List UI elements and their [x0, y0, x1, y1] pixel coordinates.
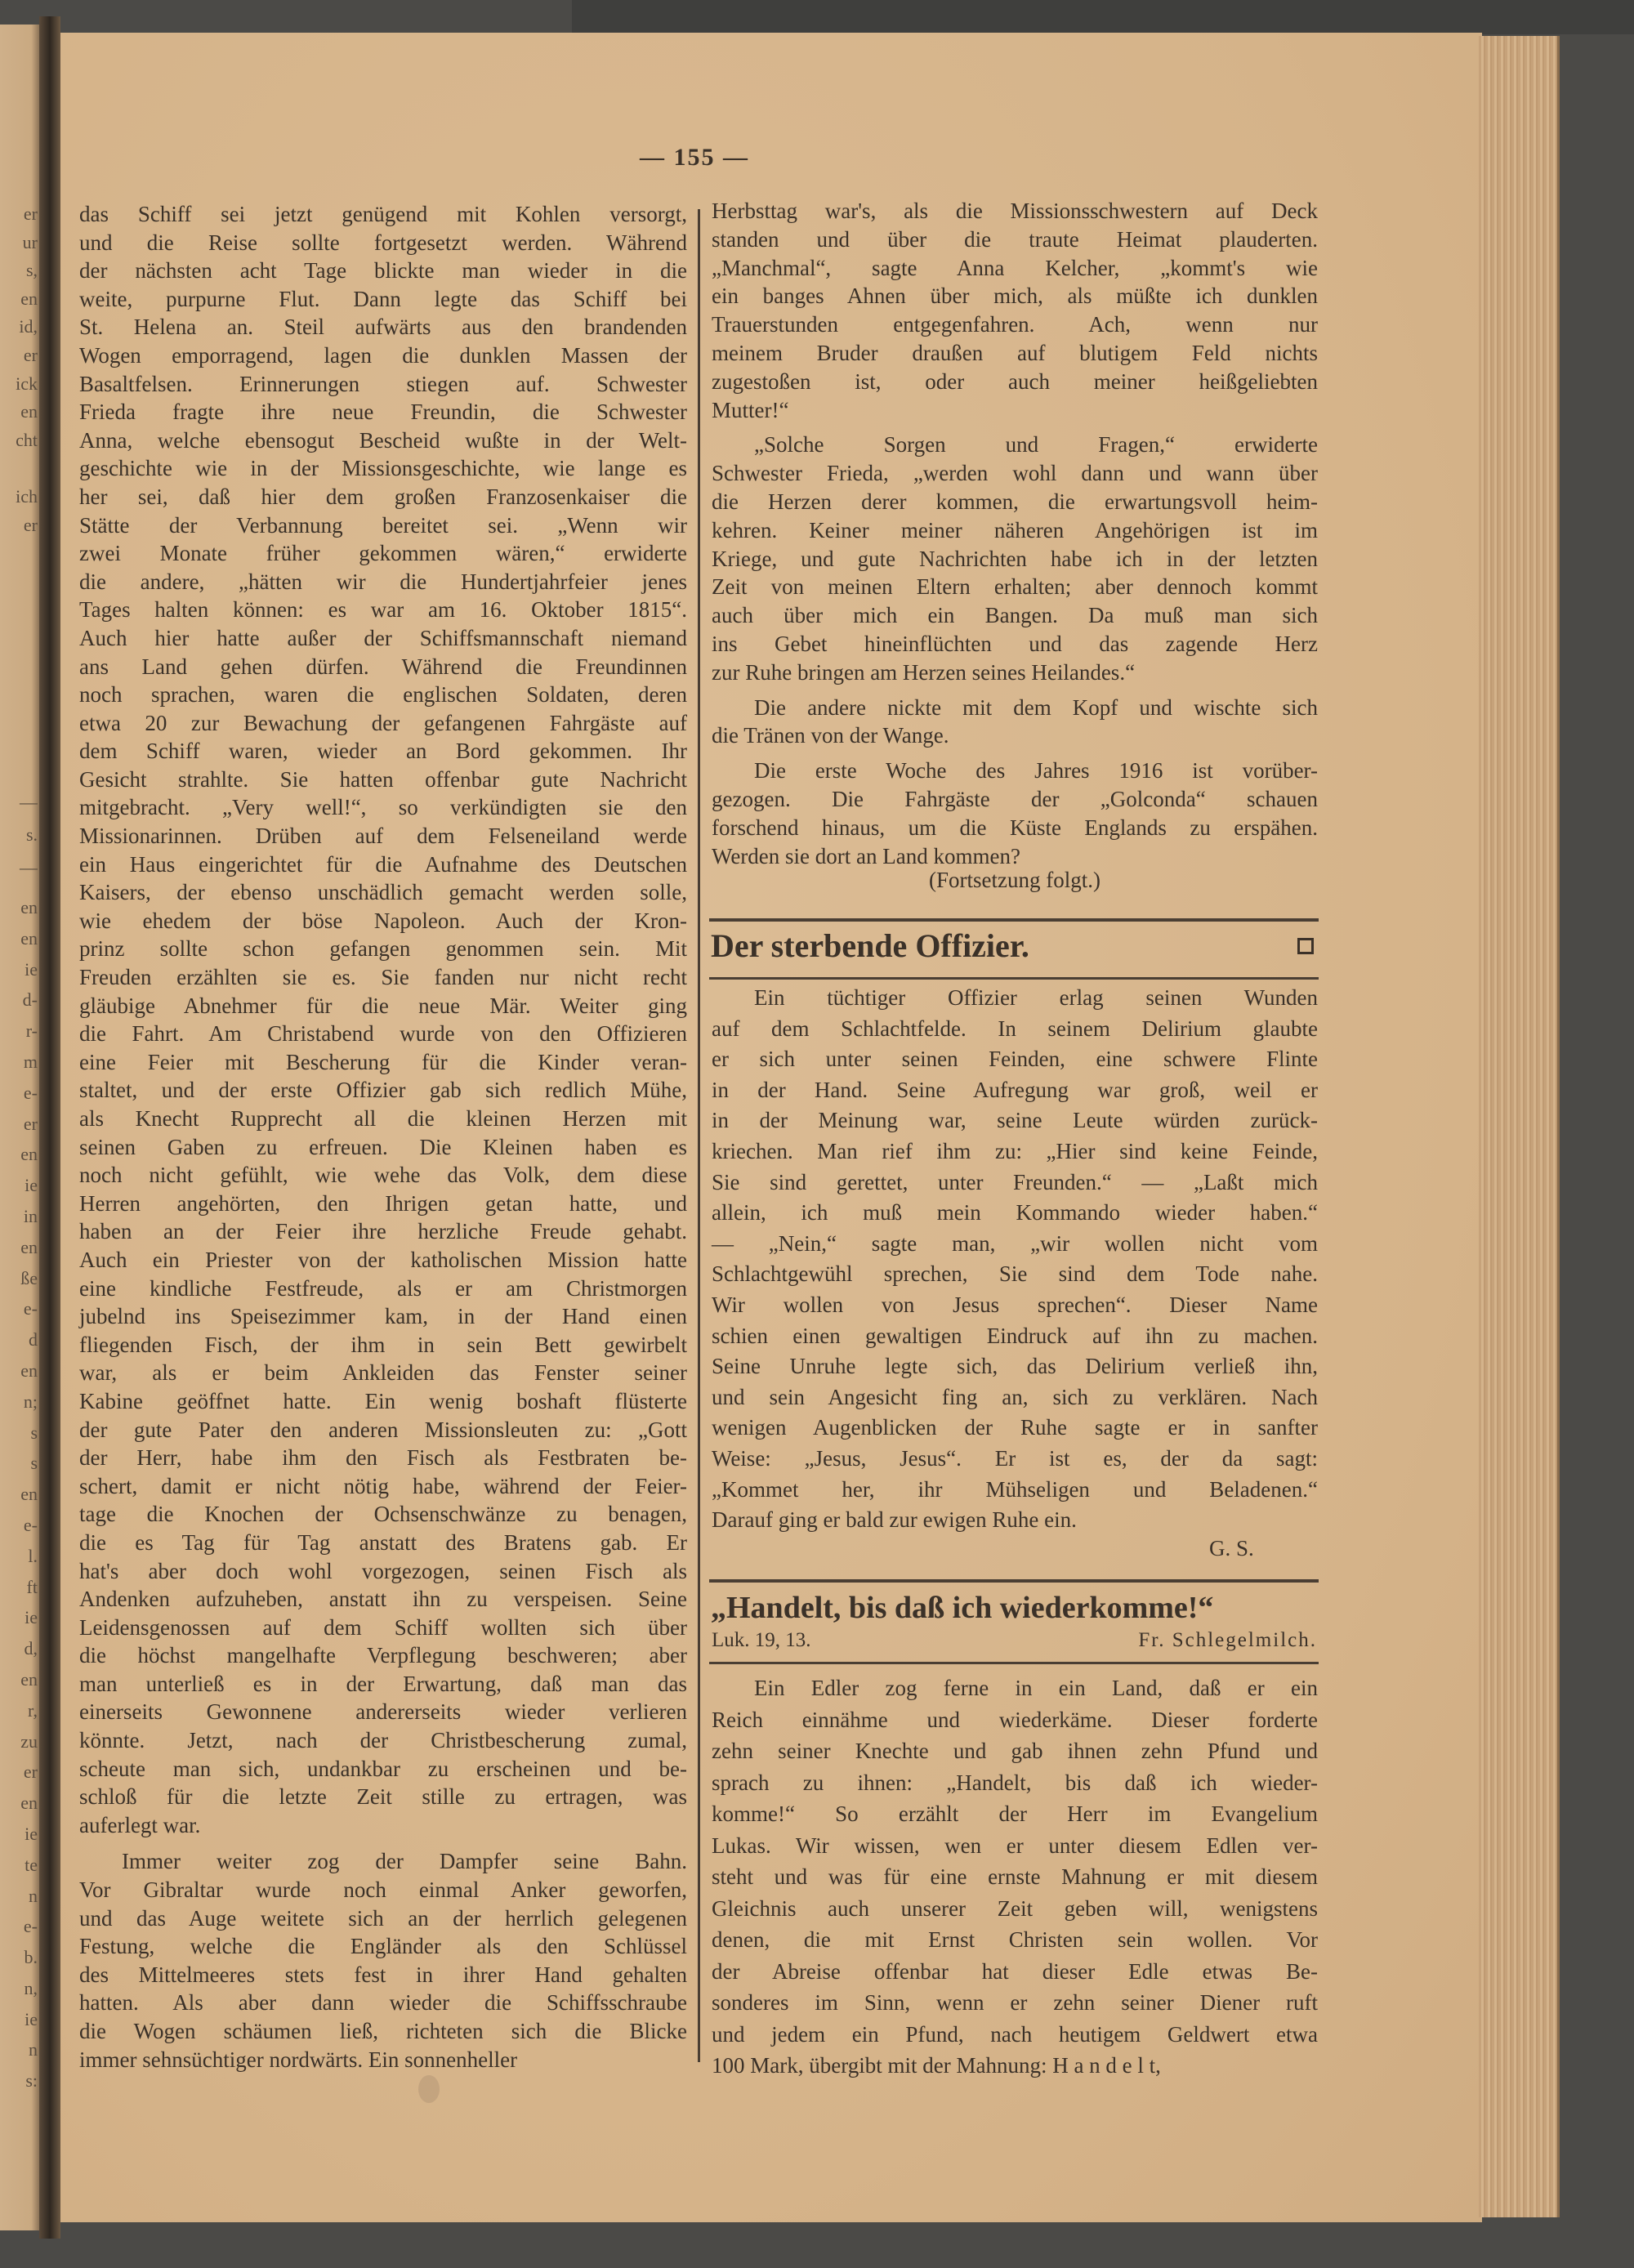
text-line: Darauf ging er bald zur ewigen Ruhe ein. — [712, 1507, 1077, 1533]
text-line: wie ehedem der böse Napoleon. Auch der Kron- — [79, 908, 687, 933]
text-line: sprach zu ihnen: „Handelt, bis daß ich wieder- — [712, 1770, 1318, 1795]
margin-fragment: ick — [16, 373, 38, 394]
text-line: Trauerstunden entgegenfahren. Ach, wenn nur — [712, 312, 1318, 337]
text-line: auf dem Schlachtfelde. In seinem Delirium glaubte — [712, 1016, 1318, 1041]
article-title — [711, 926, 1319, 965]
margin-fragment: en — [20, 401, 38, 422]
margin-fragment: ie — [25, 1175, 38, 1196]
book-gutter — [39, 16, 60, 2239]
margin-fragment: zu — [20, 1730, 38, 1752]
text-line: eine Feier mit Bescherung für die Kinder veran- — [79, 1049, 687, 1074]
text-line: die es Tag für Tag anstatt des Bratens gab. Er — [79, 1529, 687, 1555]
margin-fragment: r, — [28, 1699, 38, 1721]
text-line: hat's aber doch wohl vorgezogen, seinen Fisch als — [79, 1558, 687, 1583]
text-line: als Knecht Rupprecht all die kleinen Herzen mit — [79, 1106, 687, 1131]
margin-fragment: n; — [23, 1391, 38, 1412]
text-line: schert, damit er nicht nötig habe, während der Feier- — [79, 1473, 687, 1498]
text-line: Andenken aufzuheben, anstatt ihn zu verspeisen. Seine — [79, 1587, 687, 1612]
margin-fragment: r- — [25, 1020, 38, 1042]
margin-fragment: ich — [16, 485, 38, 507]
text-line: hatten. Als aber dann wieder die Schiffsschraube — [79, 1990, 687, 2016]
margin-fragment: d- — [22, 989, 38, 1011]
margin-fragment: s: — [25, 2070, 38, 2092]
margin-fragment: s, — [25, 260, 38, 281]
text-line: dem Schiff waren, wieder an Bord gekommen. Ihr — [79, 739, 687, 764]
text-line: und jedem ein Pfund, nach heutigem Geldwert etwa — [712, 2021, 1318, 2047]
margin-fragment: m — [23, 1051, 38, 1072]
margin-fragment: e- — [23, 1298, 38, 1319]
story-paragraph — [712, 694, 1318, 751]
text-line: zur Ruhe bringen am Herzen seines Heilandes.“ — [712, 659, 1136, 685]
text-line: haben an der Feier ihre herzliche Freude gehabt. — [79, 1219, 687, 1244]
text-line: noch nicht gefühlt, wie wehe das Volk, dem diese — [79, 1163, 687, 1188]
text-line: prinz sollte schon gefangen genommen sein. Mit — [79, 936, 687, 962]
text-line: Kriege, und gute Nachrichten habe ich in der letzten — [712, 546, 1318, 571]
text-line: kehren. Keiner meiner näheren Angehörigen ist im — [712, 517, 1318, 542]
text-line: zwei Monate früher gekommen wären,“ erwiderte — [79, 541, 687, 566]
text-line: die Tränen von der Wange. — [712, 723, 949, 748]
text-line: Stätte der Verbannung bereitet sei. „Wenn wir — [79, 512, 687, 538]
text-line: Wir wollen von Jesus sprechen“. Dieser Name — [712, 1292, 1318, 1317]
text-line: Zeit von meinen Eltern erhalten; aber dennoch kommt — [712, 574, 1318, 600]
margin-fragment: l. — [28, 1545, 38, 1566]
section-rule — [709, 1579, 1319, 1583]
text-line: ein Haus eingerichtet für die Aufnahme des Deutschen — [79, 851, 687, 877]
text-line: Gesicht strahlte. Sie hatten offenbar gute Nachricht — [79, 766, 687, 792]
text-line: fliegenden Fisch, der ihm in sein Bett gewirbelt — [79, 1332, 687, 1357]
text-line: Ein tüchtiger Offizier erlag seinen Wunden — [754, 985, 1318, 1010]
text-line: St. Helena an. Steil aufwärts aus den brandenden — [79, 315, 687, 340]
text-line: Weise: „Jesus, Jesus“. Er ist es, der da sagt: — [712, 1445, 1318, 1471]
margin-fragment: en — [20, 897, 38, 917]
text-line: wenigen Augenblicken der Ruhe sagte er in sanfter — [712, 1415, 1318, 1440]
text-line: auferlegt war. — [79, 1812, 201, 1837]
text-line: Kaisers, der ebenso unschädlich gemacht werden solle, — [79, 880, 687, 905]
text-line: zugestoßen ist, oder auch meiner heißgeliebten — [712, 368, 1318, 394]
text-line: einerseits Gewonnene andererseits wieder verlieren — [79, 1699, 687, 1725]
text-line: zehn seiner Knechte und gab ihnen zehn Pfund und — [712, 1739, 1318, 1763]
page-edges — [1479, 36, 1560, 2217]
previous-page-fragments-bottom — [3, 892, 38, 2096]
text-line: die Fahrt. Am Christabend wurde von den Offizieren — [79, 1021, 687, 1047]
margin-fragment: en — [20, 1144, 38, 1165]
margin-fragment — [3, 454, 38, 483]
previous-page-fragments-middle — [3, 786, 38, 884]
text-line: komme!“ So erzählt der Herr im Evangelium — [712, 1801, 1318, 1826]
text-line: allein, ich muß mein Kommando wieder haben.“ — [712, 1200, 1318, 1226]
text-line: „Manchmal“, sagte Anna Kelcher, „kommt's wie — [712, 255, 1318, 280]
text-line: weite, purpurne Flut. Dann legte das Schiff bei — [79, 286, 687, 311]
text-line: Wogen emporragend, lagen die dunklen Massen der — [79, 342, 687, 368]
story-paragraph — [712, 197, 1318, 424]
article-officer-body — [712, 983, 1318, 1536]
text-line: Auch hier hatte außer der Schiffsmannschaft niemand — [79, 625, 687, 650]
margin-fragment: d — [29, 1329, 38, 1351]
text-line: jubelnd ins Speisezimmer kam, in der Hand einen — [79, 1304, 687, 1329]
text-line: der Herr, habe ihm den Fisch als Festbraten be- — [79, 1445, 687, 1471]
section-rule — [709, 918, 1319, 922]
margin-fragment: in — [23, 1205, 38, 1226]
story-paragraph — [79, 200, 687, 1839]
margin-fragment: ie — [25, 2008, 38, 2029]
text-line: ins Gebet hineinflüchten und das zagende Herz — [712, 631, 1318, 656]
text-line: denen, die mit Ernst Christen sein wollen. Vor — [712, 1927, 1318, 1952]
text-line: Anna, welche ebensogut Bescheid wußte in der Welt- — [79, 427, 687, 453]
continuation-note: (Fortsetzung folgt.) — [929, 868, 1100, 892]
margin-fragment: b. — [24, 1947, 38, 1968]
text-line: in der Meinung war, seine Leute würden zurück- — [712, 1108, 1318, 1133]
margin-fragment: en — [20, 1668, 38, 1690]
margin-fragment: n — [29, 1885, 38, 1906]
text-line: her sei, daß hier dem großen Franzosenkaiser die — [79, 484, 687, 509]
margin-fragment: er — [23, 344, 38, 365]
margin-fragment: e- — [23, 1082, 38, 1103]
margin-fragment: en — [20, 1236, 38, 1257]
margin-fragment: en — [20, 288, 38, 309]
story-paragraph — [712, 431, 1318, 686]
margin-fragment: en — [20, 1793, 38, 1814]
bible-reference: Luk. 19, 13. — [712, 1629, 811, 1651]
text-line: schloß für die letzte Zeit stille zu ertragen, was — [79, 1784, 687, 1810]
text-line: Leidensgenossen auf dem Schiff wollten sich über — [79, 1614, 687, 1640]
text-line: Vor Gibraltar wurde noch einmal Anker geworfen, — [79, 1877, 687, 1903]
text-line: steht und was für eine ernste Mahnung er mit diesem — [712, 1864, 1318, 1889]
margin-fragment: en — [20, 1484, 38, 1505]
text-line: „Solche Sorgen und Fragen,“ erwiderte — [754, 432, 1318, 458]
text-line: die Herzen derer kommen, die erwartungsvoll heim- — [712, 489, 1318, 514]
text-line: der nächsten acht Tage blickte man wieder in die — [79, 258, 687, 284]
margin-fragment: ie — [25, 958, 38, 980]
text-line: mitgebracht. „Very well!“, so verkündigten sie den — [79, 795, 687, 820]
text-line: geschichte wie in der Missionsgeschichte, wie lange es — [79, 456, 687, 481]
article-signature: G. S. — [1209, 1536, 1254, 1560]
text-line: Die erste Woche des Jahres 1916 ist vorüber- — [754, 758, 1318, 784]
text-line: Basaltfelsen. Erinnerungen stiegen auf. Schwester — [79, 371, 687, 396]
margin-fragment: — — [20, 857, 38, 877]
previous-page-fragments-top — [3, 200, 38, 539]
text-line: — „Nein,“ sagte man, „wir wollen nicht vom — [712, 1230, 1318, 1256]
margin-fragment: te — [25, 1854, 38, 1875]
square-ornament-icon — [1297, 938, 1314, 954]
text-line: die andere, „hätten wir die Hundertjahrfeier jenes — [79, 569, 687, 594]
text-line: Die andere nickte mit dem Kopf und wischte sich — [754, 694, 1318, 720]
text-line: der Abreise offenbar hat dieser Edle etwas Be- — [712, 1958, 1318, 1984]
text-line: Auch ein Priester von der katholischen Mission hatte — [79, 1247, 687, 1272]
text-line: Ein Edler zog ferne in ein Land, daß er ein — [754, 1676, 1318, 1700]
text-line: gläubige Abnehmer für die neue Mär. Weiter ging — [79, 993, 687, 1018]
article-title-text: Der sterbende Offizier. — [711, 927, 1029, 964]
story-paragraph — [712, 757, 1318, 870]
margin-fragment: ur — [22, 231, 38, 252]
margin-fragment: s — [30, 1453, 38, 1474]
margin-fragment: n — [29, 2039, 38, 2060]
text-line: Tages halten können: es war am 16. Oktober 1815“. — [79, 597, 687, 623]
text-line: Festung, welche die Engländer als den Schlüssel — [79, 1934, 687, 1959]
story-paragraph — [79, 1847, 687, 2074]
article-handelt-body — [712, 1672, 1318, 2082]
text-line: die höchst mangelhafte Verpflegung beschweren; aber — [79, 1643, 687, 1668]
text-line: immer sehnsüchtiger nordwärts. Ein sonnenheller — [79, 2047, 518, 2072]
margin-fragment: er — [23, 1113, 38, 1134]
text-line: ans Land gehen dürfen. Während die Freundinnen — [79, 654, 687, 679]
page-number: — 155 — — [640, 144, 749, 171]
text-line: noch sprachen, waren die englischen Soldaten, deren — [79, 682, 687, 708]
article-paragraph — [712, 983, 1318, 1536]
text-line: scheute man sich, undankbar zu erscheinen und be- — [79, 1756, 687, 1781]
margin-fragment: id, — [19, 316, 38, 337]
left-column — [79, 200, 687, 2074]
text-line: war, als er beim Ankleiden das Fenster seiner — [79, 1360, 687, 1386]
text-line: Schlachtgewühl sprechen, Sie sind dem Tode nahe. — [712, 1261, 1318, 1287]
article-author: Fr. Schlegelmilch. — [1138, 1629, 1317, 1651]
text-line: standen und über die traute Heimat plauderten. — [712, 226, 1318, 252]
text-line: er sich unter seinen Feinden, eine schwere Flinte — [712, 1047, 1318, 1072]
text-line: 100 Mark, übergibt mit der Mahnung: H a n d e l t, — [712, 2053, 1161, 2078]
text-line: schien einen gewaltigen Eindruck auf ihn zu machen. — [712, 1323, 1318, 1348]
paper-stain — [418, 2075, 440, 2103]
section-rule — [709, 1662, 1319, 1664]
margin-fragment: n, — [24, 1977, 38, 1998]
text-line: und die Reise sollte fortgesetzt werden. Während — [79, 230, 687, 255]
margin-fragment: d, — [24, 1638, 38, 1659]
text-line: gezogen. Die Fahrgäste der „Golconda“ schauen — [712, 786, 1318, 811]
margin-fragment: ie — [25, 1607, 38, 1628]
margin-fragment: ie — [25, 1823, 38, 1844]
text-line: Immer weiter zog der Dampfer seine Bahn. — [122, 1849, 687, 1874]
margin-fragment: cht — [16, 429, 38, 450]
margin-fragment: e- — [23, 1514, 38, 1535]
scan-background — [572, 0, 1634, 34]
text-line: das Schiff sei jetzt genügend mit Kohlen versorgt, — [79, 202, 687, 226]
text-line: eine kindliche Festfreude, als er am Christmorgen — [79, 1275, 687, 1301]
text-line: Reich einnähme und wiederkäme. Dieser forderte — [712, 1707, 1318, 1732]
margin-fragment: e- — [23, 1916, 38, 1937]
text-line: Werden sie dort an Land kommen? — [712, 843, 1020, 868]
right-column-story — [712, 197, 1318, 870]
text-line: Mutter!“ — [712, 397, 789, 422]
article-title: „Handelt, bis daß ich wiederkomme!“ — [711, 1591, 1214, 1625]
column-divider — [698, 209, 700, 2062]
text-line: tage die Knochen der Ochsenschwänze zu benagen, — [79, 1502, 687, 1527]
text-line: kriechen. Man rief ihm zu: „Hier sind keine Feinde, — [712, 1138, 1318, 1163]
text-line: sonderes im Sinn, wenn er zehn seiner Diener ruft — [712, 1990, 1318, 2015]
text-line: „Kommet her, ihr Mühseligen und Beladenen.“ — [712, 1476, 1318, 1502]
text-line: Sie sind gerettet, unter Freunden.“ — „Laßt mich — [712, 1169, 1318, 1194]
margin-fragment: er — [23, 1761, 38, 1783]
text-line: Gleichnis auch unserer Zeit geben will, wenigstens — [712, 1895, 1318, 1921]
margin-fragment: en — [20, 1359, 38, 1381]
text-line: die Wogen schäumen ließ, richteten sich die Blicke — [79, 2019, 687, 2043]
margin-fragment: ft — [26, 1576, 38, 1597]
text-line: forschend hinaus, um die Küste Englands zu erspähen. — [712, 815, 1318, 840]
text-line: Frieda fragte ihre neue Freundin, die Schwester — [79, 400, 687, 425]
text-line: ein banges Ahnen über mich, als müßte ich dunklen — [712, 284, 1318, 309]
margin-fragment: er — [23, 514, 38, 535]
text-line: des Mittelmeeres stets fest in ihrer Hand gehalten — [79, 1962, 687, 1987]
margin-fragment: s. — [25, 824, 38, 845]
section-rule — [709, 977, 1319, 980]
text-line: meinem Bruder draußen auf blutigem Feld nichts — [712, 340, 1318, 365]
article-paragraph — [712, 1672, 1318, 2082]
margin-fragment: er — [23, 203, 38, 224]
margin-fragment: — — [20, 792, 38, 812]
text-line: man unterließ es in der Erwartung, daß man das — [79, 1671, 687, 1696]
margin-fragment: ße — [20, 1267, 38, 1288]
text-line: könnte. Jetzt, nach der Christbescherung zumal, — [79, 1728, 687, 1753]
text-line: staltet, und der erste Offizier gab sich redlich Mühe, — [79, 1078, 687, 1103]
text-line: Lukas. Wir wissen, wen er unter diesem Edlen ver- — [712, 1833, 1318, 1858]
text-line: Freuden erzählten sie es. Sie fanden nur nicht recht — [79, 965, 687, 990]
text-line: Schwester Frieda, „werden wohl dann und wann über — [712, 461, 1318, 486]
text-line: seinen Gaben zu erfreuen. Die Kleinen haben es — [79, 1134, 687, 1159]
text-line: Herren angehörten, den Ihrigen getan hatte, und — [79, 1190, 687, 1216]
margin-fragment: s — [30, 1422, 38, 1443]
text-line: etwa 20 zur Bewachung der gefangenen Fahrgäste auf — [79, 710, 687, 735]
text-line: und das Auge weitete sich an der herrlich gelegenen — [79, 1905, 687, 1931]
text-line: Herbsttag war's, als die Missionsschwestern auf Deck — [712, 199, 1318, 223]
text-line: in der Hand. Seine Aufregung war groß, weil er — [712, 1077, 1318, 1102]
text-line: auch über mich ein Bangen. Da muß man sich — [712, 603, 1318, 628]
text-line: der gute Pater den anderen Missionsleuten zu: „Gott — [79, 1417, 687, 1442]
text-line: Kabine geöffnet hatte. Ein wenig boshaft flüsterte — [79, 1388, 687, 1413]
text-line: Seine Unruhe legte sich, das Delirium verließ ihn, — [712, 1354, 1318, 1379]
margin-fragment: en — [20, 927, 38, 949]
text-line: und sein Angesicht fing an, sich zu verklären. Nach — [712, 1384, 1318, 1409]
text-line: Missionarinnen. Drüben auf dem Felseneiland werde — [79, 824, 687, 849]
